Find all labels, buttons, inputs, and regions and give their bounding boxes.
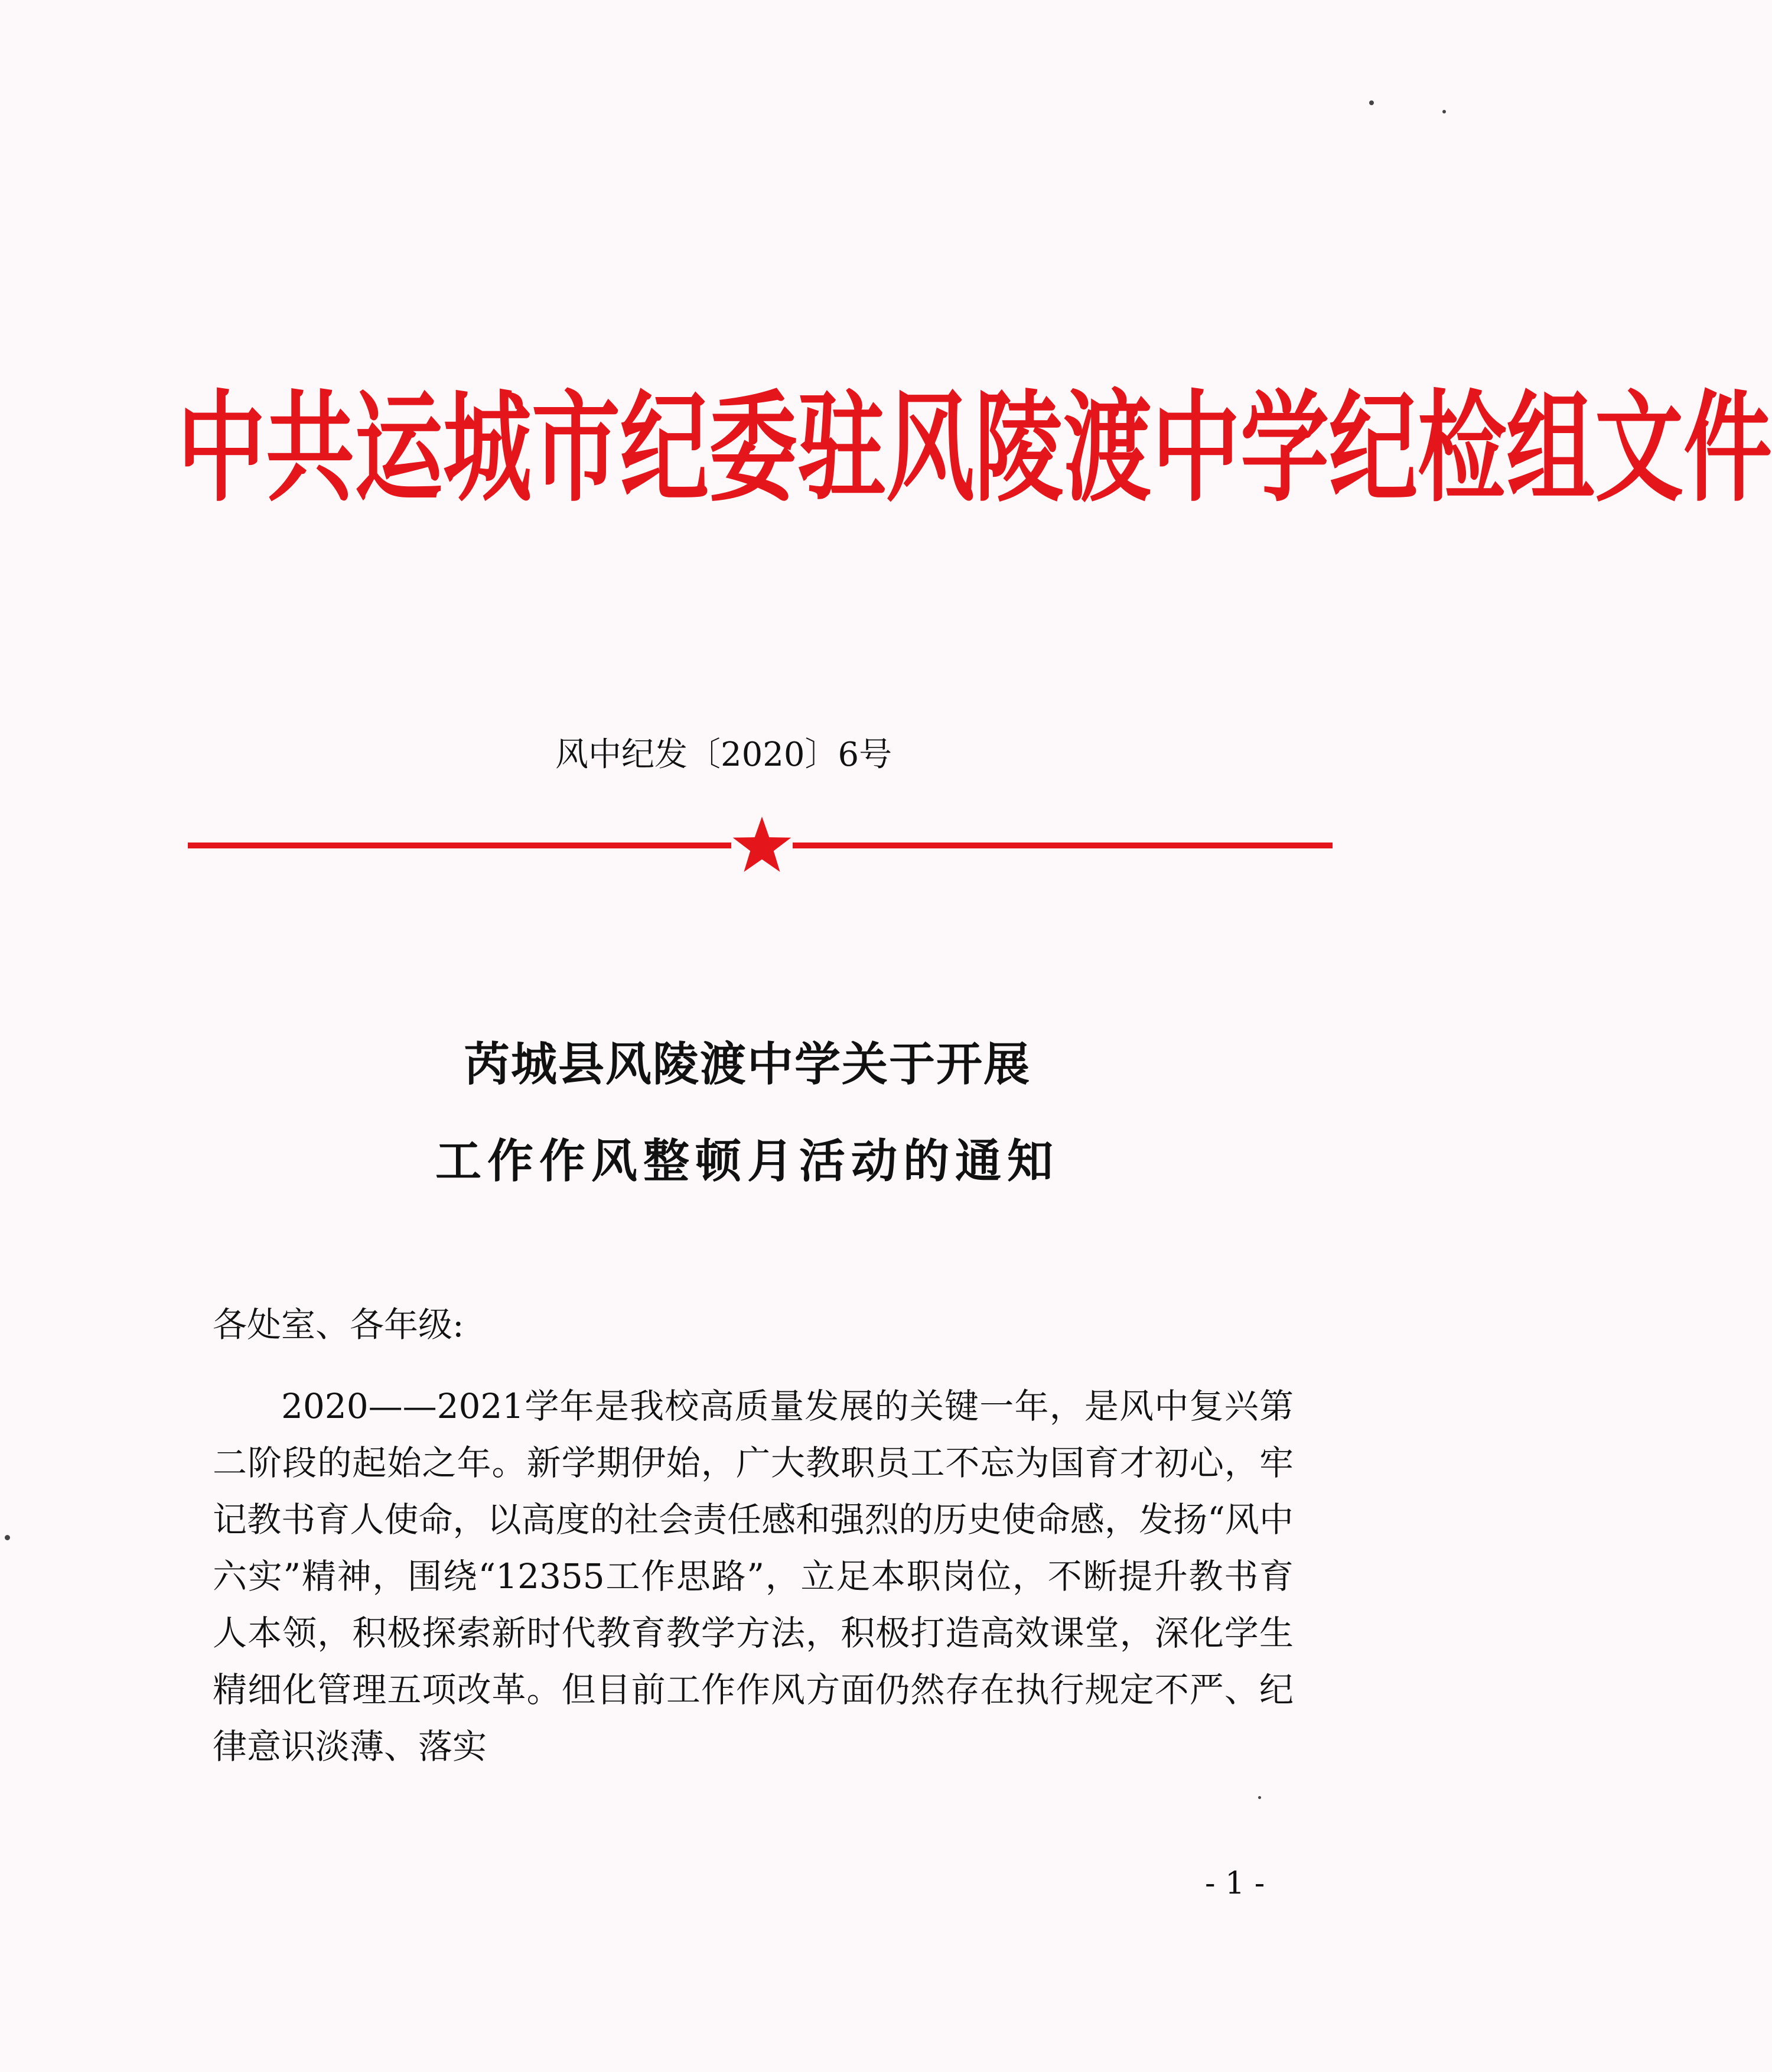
scan-speck xyxy=(1369,100,1374,105)
star-icon xyxy=(731,814,793,876)
notice-title-line-1: 芮城县风陵渡中学关于开展 xyxy=(463,1037,1031,1091)
document-number: 风中纪发〔2020〕6号 xyxy=(555,736,892,774)
red-divider-right xyxy=(793,843,1333,848)
page-number: - 1 - xyxy=(1205,1866,1265,1901)
salutation: 各处室、各年级: xyxy=(213,1305,464,1345)
scan-speck xyxy=(5,1535,10,1540)
notice-title-line-2: 工作作风整顿月活动的通知 xyxy=(435,1134,1059,1188)
body-paragraph: 2020——2021学年是我校高质量发展的关键一年，是风中复兴第二阶段的起始之年。新学期伊始，广大教职员工不忘为国育才初心，牢记教书育人使命，以高度的社会责任感和强烈的历史使命感，发扬“风中六实”精神，围绕“12355工作思路”，立足本职岗位，不断提升教书育人本领，积极探索新时代教育教学方法，积极打造高效课堂，深化学生精细化管理五项改革。但目前工作作风方面仍然存在执行规定不严、纪律意识淡薄、落实 xyxy=(213,1386,1294,1767)
red-divider-left xyxy=(188,843,731,848)
scan-speck xyxy=(1258,1796,1261,1799)
document-header-title: 中共运城市纪委驻风陵渡中学纪检组文件 xyxy=(177,379,1772,519)
scan-speck xyxy=(1442,110,1446,113)
